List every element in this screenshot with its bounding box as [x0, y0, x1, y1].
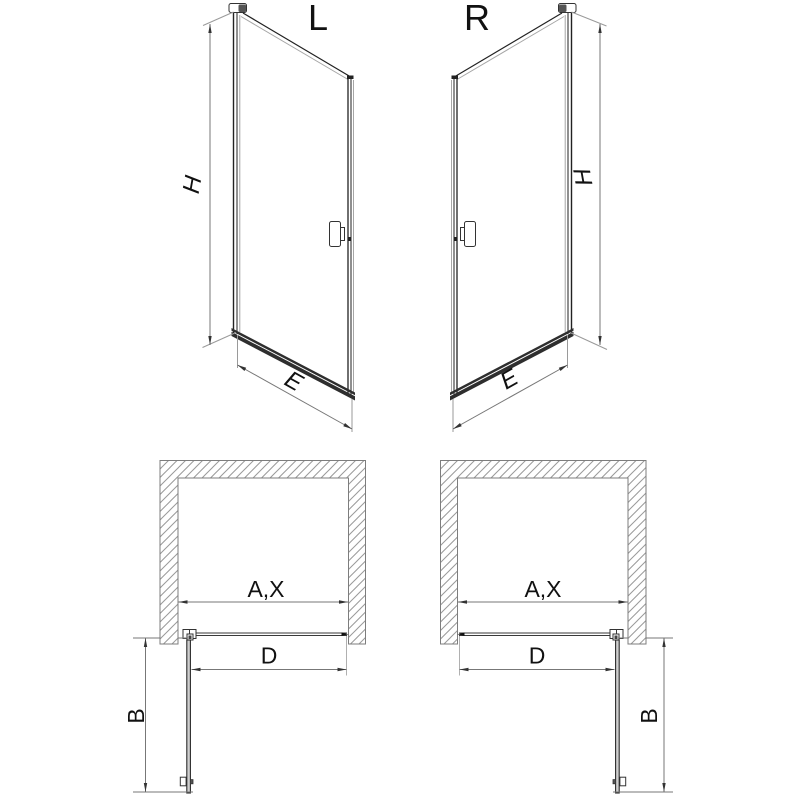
right-door-hinge-profile: [559, 4, 577, 335]
right-door-elevation: [450, 0, 607, 432]
right-door-handle: [461, 222, 476, 247]
left-plan-closed-door-line: [196, 633, 349, 637]
left-door-elevation: [178, 0, 355, 432]
left-door-far-edge: [347, 76, 354, 398]
left-plan-depth-label: B: [123, 708, 149, 724]
left-plan-open-door: [180, 640, 193, 793]
left-width-dim-label: E: [280, 365, 308, 398]
right-plan-opening-label: A,X: [524, 576, 562, 602]
right-plan-open-door: [613, 640, 626, 793]
right-plan-door-width-dimension: [460, 636, 615, 676]
left-plan-door-width-dimension: [192, 636, 347, 676]
left-plan-view: [123, 461, 366, 794]
left-plan-opening-dimension: [179, 576, 349, 604]
left-door-top-edge: [241, 13, 350, 80]
left-plan-depth-dimension: [123, 638, 193, 792]
right-width-dim-label: E: [495, 363, 523, 396]
left-plan-opening-label: A,X: [247, 576, 285, 602]
left-plan-door-width-label: D: [260, 642, 278, 669]
right-plan-door-handle: [620, 777, 626, 786]
right-variant-label: R: [464, 0, 490, 38]
left-door-handle: [330, 222, 345, 247]
right-plan-wall-section: [441, 461, 647, 645]
left-height-dimension: [178, 12, 236, 348]
right-plan-depth-dimension: [613, 638, 673, 792]
right-plan-closed-door-line: [458, 633, 611, 637]
right-plan-view: [441, 461, 674, 794]
right-plan-opening-dimension: [458, 576, 628, 604]
left-plan-wall-section: [160, 461, 366, 645]
right-height-dim-label: H: [568, 166, 599, 189]
right-plan-door-width-label: D: [528, 642, 546, 669]
left-variant-label: L: [307, 0, 329, 38]
right-height-dimension: [569, 12, 607, 350]
left-plan-door-handle: [180, 777, 186, 786]
right-door-far-edge: [452, 76, 459, 398]
left-height-dim-label: H: [177, 173, 208, 196]
left-door-hinge-profile: [229, 4, 247, 335]
right-plan-depth-label: B: [636, 708, 662, 724]
